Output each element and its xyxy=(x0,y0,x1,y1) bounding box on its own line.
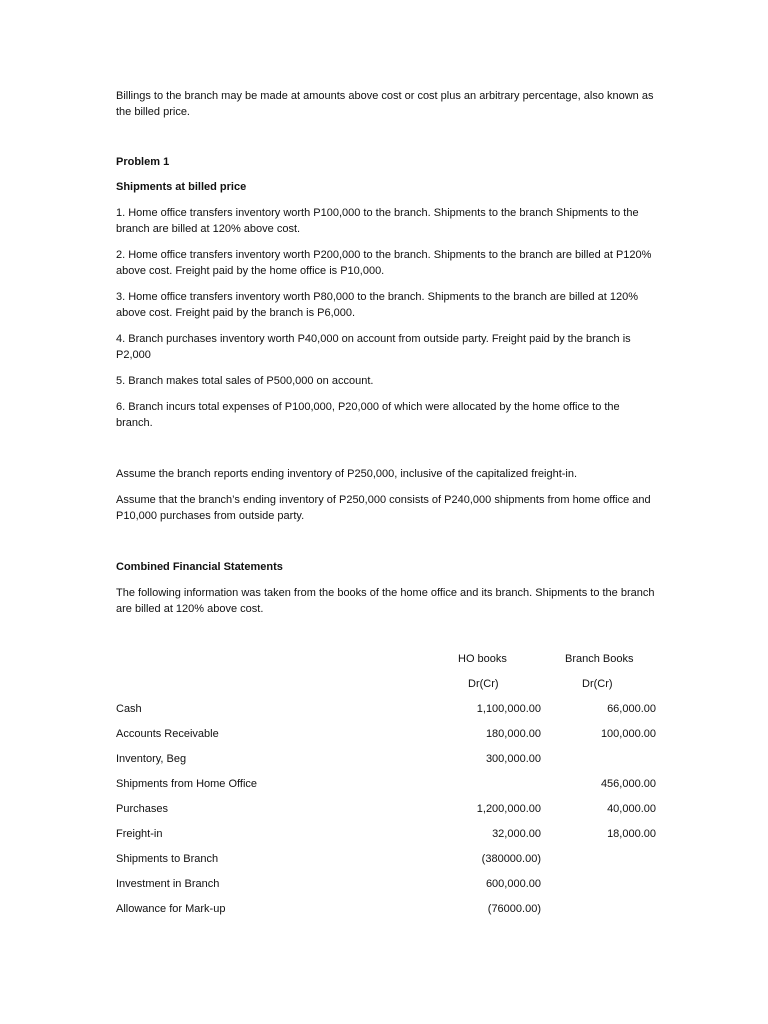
ho-amount: 32,000.00 xyxy=(492,828,541,840)
combined-title: Combined Financial Statements xyxy=(116,561,283,573)
combined-description: The following information was taken from the books of the home office and its branch. Shipments to the branch are billed at 120% above cost. xyxy=(116,587,655,615)
document-page xyxy=(116,88,656,926)
account-label: Allowance for Mark-up xyxy=(116,903,226,915)
table-row xyxy=(116,876,656,901)
problem-item: 3. Home office transfers inventory worth P80,000 to the branch. Shipments to the branch are billed at 120% above cost. Freight paid by the branch is P6,000. xyxy=(116,291,638,319)
column-header-branch: Branch Books xyxy=(565,653,634,665)
branch-amount xyxy=(541,751,656,776)
account-label: Accounts Receivable xyxy=(116,728,219,740)
table-row xyxy=(116,851,656,876)
table-row xyxy=(116,701,656,726)
table-row xyxy=(116,776,656,801)
assumption-paragraph: Assume the branch reports ending inventory of P250,000, inclusive of the capitalized freight-in. xyxy=(116,468,578,480)
branch-amount: 456,000.00 xyxy=(600,778,656,790)
branch-amount xyxy=(541,851,656,876)
account-label: Inventory, Beg xyxy=(116,753,187,765)
table-subheader-row xyxy=(116,676,656,701)
spacer xyxy=(116,534,656,559)
account-label: Shipments to Branch xyxy=(116,853,219,865)
account-label: Shipments from Home Office xyxy=(116,778,258,790)
ho-amount xyxy=(436,776,541,801)
table-header-row xyxy=(116,651,656,676)
table-header-blank xyxy=(116,651,436,676)
column-header-ho: HO books xyxy=(458,653,507,665)
branch-amount: 40,000.00 xyxy=(607,803,656,815)
account-label: Purchases xyxy=(116,803,168,815)
column-subheader-branch: Dr(Cr) xyxy=(582,678,613,690)
intro-paragraph: Billings to the branch may be made at amounts above cost or cost plus an arbitrary percentage, also known as the billed price. xyxy=(116,90,654,118)
branch-amount: 66,000.00 xyxy=(607,703,656,715)
account-label: Freight-in xyxy=(116,828,163,840)
ho-amount: (380000.00) xyxy=(481,853,541,865)
branch-amount: 100,000.00 xyxy=(600,728,656,740)
branch-amount xyxy=(541,901,656,926)
table-row xyxy=(116,726,656,751)
ho-amount: 1,200,000.00 xyxy=(476,803,541,815)
problem-subtitle: Shipments at billed price xyxy=(116,181,247,193)
table-row xyxy=(116,901,656,926)
ho-amount: 600,000.00 xyxy=(485,878,541,890)
ho-amount: 180,000.00 xyxy=(485,728,541,740)
table-row xyxy=(116,751,656,776)
table-row xyxy=(116,801,656,826)
branch-amount: 18,000.00 xyxy=(607,828,656,840)
account-label: Cash xyxy=(116,703,142,715)
problem-item: 5. Branch makes total sales of P500,000 on account. xyxy=(116,375,374,387)
ho-amount: 1,100,000.00 xyxy=(476,703,541,715)
problem-item: 4. Branch purchases inventory worth P40,000 on account from outside party. Freight paid by the branch is P2,000 xyxy=(116,333,631,361)
ho-amount: (76000.00) xyxy=(487,903,541,915)
problem-title: Problem 1 xyxy=(116,156,170,168)
assumption-paragraph: Assume that the branch’s ending inventory of P250,000 consists of P240,000 shipments from home office and P10,000 purchases from outside party. xyxy=(116,494,651,522)
spacer xyxy=(116,441,656,466)
column-subheader-ho: Dr(Cr) xyxy=(468,678,499,690)
table-header-blank xyxy=(116,676,436,701)
branch-amount xyxy=(541,876,656,901)
table-row xyxy=(116,826,656,851)
trial-balance-table xyxy=(116,651,656,926)
problem-item: 1. Home office transfers inventory worth P100,000 to the branch. Shipments to the branch Shipments to the branch are billed at 120% above cost. xyxy=(116,207,639,235)
problem-item: 6. Branch incurs total expenses of P100,000, P20,000 of which were allocated by the home office to the branch. xyxy=(116,401,620,429)
ho-amount: 300,000.00 xyxy=(485,753,541,765)
account-label: Investment in Branch xyxy=(116,878,220,890)
problem-item: 2. Home office transfers inventory worth P200,000 to the branch. Shipments to the branch are billed at P120% above cost. Freight paid by the home office is P10,000. xyxy=(116,249,652,277)
